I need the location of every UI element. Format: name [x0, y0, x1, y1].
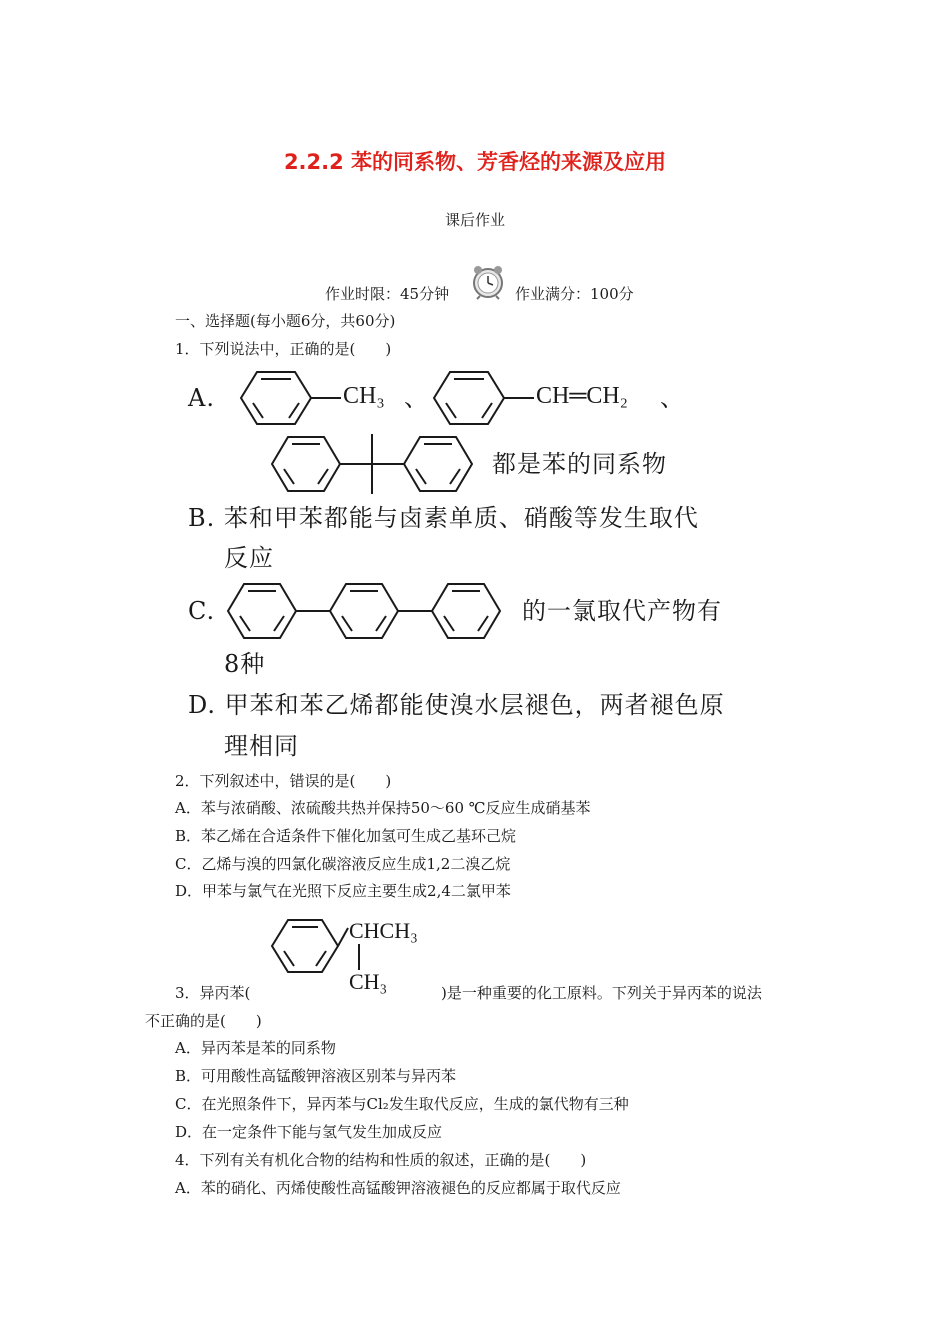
- q2-option-c: C．乙烯与溴的四氯化碳溶液反应生成1,2二溴乙烷: [175, 855, 511, 873]
- cumene-bond: [356, 944, 362, 970]
- section-heading: 一、选择题(每小题6分，共60分): [175, 312, 396, 330]
- q4-stem: 4．下列有关有机化合物的结构和性质的叙述，正确的是( ): [175, 1151, 587, 1169]
- q3-option-b: B．可用酸性高锰酸钾溶液区别苯与异丙苯: [175, 1067, 457, 1085]
- q1-option-c-text: 的一氯取代产物有: [522, 597, 722, 625]
- q3-stem-post: )是一种重要的化工原料。下列关于异丙苯的说法: [441, 984, 762, 1002]
- q3-stem-pre: 3．异丙苯(: [175, 984, 251, 1002]
- cumene-ch3: CH₃: [349, 969, 388, 994]
- q3-option-c: C．在光照条件下，异丙苯与Cl₂发生取代反应，生成的氯代物有三种: [175, 1095, 629, 1113]
- time-limit: 作业时限：45分钟: [325, 285, 450, 303]
- q1-option-a-label: A.: [188, 384, 215, 412]
- q2-option-a: A．苯与浓硝酸、浓硫酸共热并保持50～60 ℃反应生成硝基苯: [175, 799, 591, 817]
- q4-option-a: A．苯的硝化、丙烯使酸性高锰酸钾溶液褪色的反应都属于取代反应: [175, 1179, 621, 1197]
- q1-option-a-text: 都是苯的同系物: [492, 450, 667, 478]
- subtitle: 课后作业: [444, 211, 505, 229]
- benzene-ring-toluene: [237, 370, 317, 426]
- separator: 、: [660, 384, 685, 412]
- vinyl-group: CH═CH₂: [536, 383, 629, 409]
- methyl-group: CH₃: [343, 383, 385, 409]
- terphenyl-structure: [224, 582, 514, 640]
- cumene-benzene-ring: [268, 918, 356, 980]
- q1-option-d-line1: D. 甲苯和苯乙烯都能使溴水层褪色，两者褪色原: [188, 691, 725, 719]
- q3-option-d: D．在一定条件下能与氢气发生加成反应: [175, 1123, 443, 1141]
- page-title: 2.2.2 苯的同系物、芳香烃的来源及应用: [283, 150, 667, 174]
- cumene-chch3: CHCH₃: [349, 918, 418, 943]
- q1-option-d-line2: 理相同: [224, 732, 299, 760]
- q3-stem-line2: 不正确的是( ): [145, 1012, 262, 1030]
- q1-option-c-label: C.: [188, 597, 216, 625]
- q1-stem: 1．下列说法中，正确的是( ): [175, 340, 392, 358]
- q2-option-b: B．苯乙烯在合适条件下催化加氢可生成乙基环己烷: [175, 827, 517, 845]
- q1-option-b-line2: 反应: [224, 544, 274, 572]
- benzene-ring-styrene: [430, 370, 510, 426]
- q2-option-d: D．甲苯与氯气在光照下反应主要生成2,4二氯甲苯: [175, 882, 511, 900]
- q1-option-c-line2: 8种: [224, 650, 266, 678]
- q1-option-b-line1: B. 苯和甲苯都能与卤素单质、硝酸等发生取代: [188, 504, 699, 532]
- q3-option-a: A．异丙苯是苯的同系物: [175, 1039, 336, 1057]
- full-score: 作业满分：100分: [515, 285, 634, 303]
- separator: 、: [404, 384, 429, 412]
- alarm-clock-icon: [470, 264, 506, 300]
- diphenylmethane-structure: [268, 434, 480, 494]
- q2-stem: 2．下列叙述中，错误的是( ): [175, 772, 392, 790]
